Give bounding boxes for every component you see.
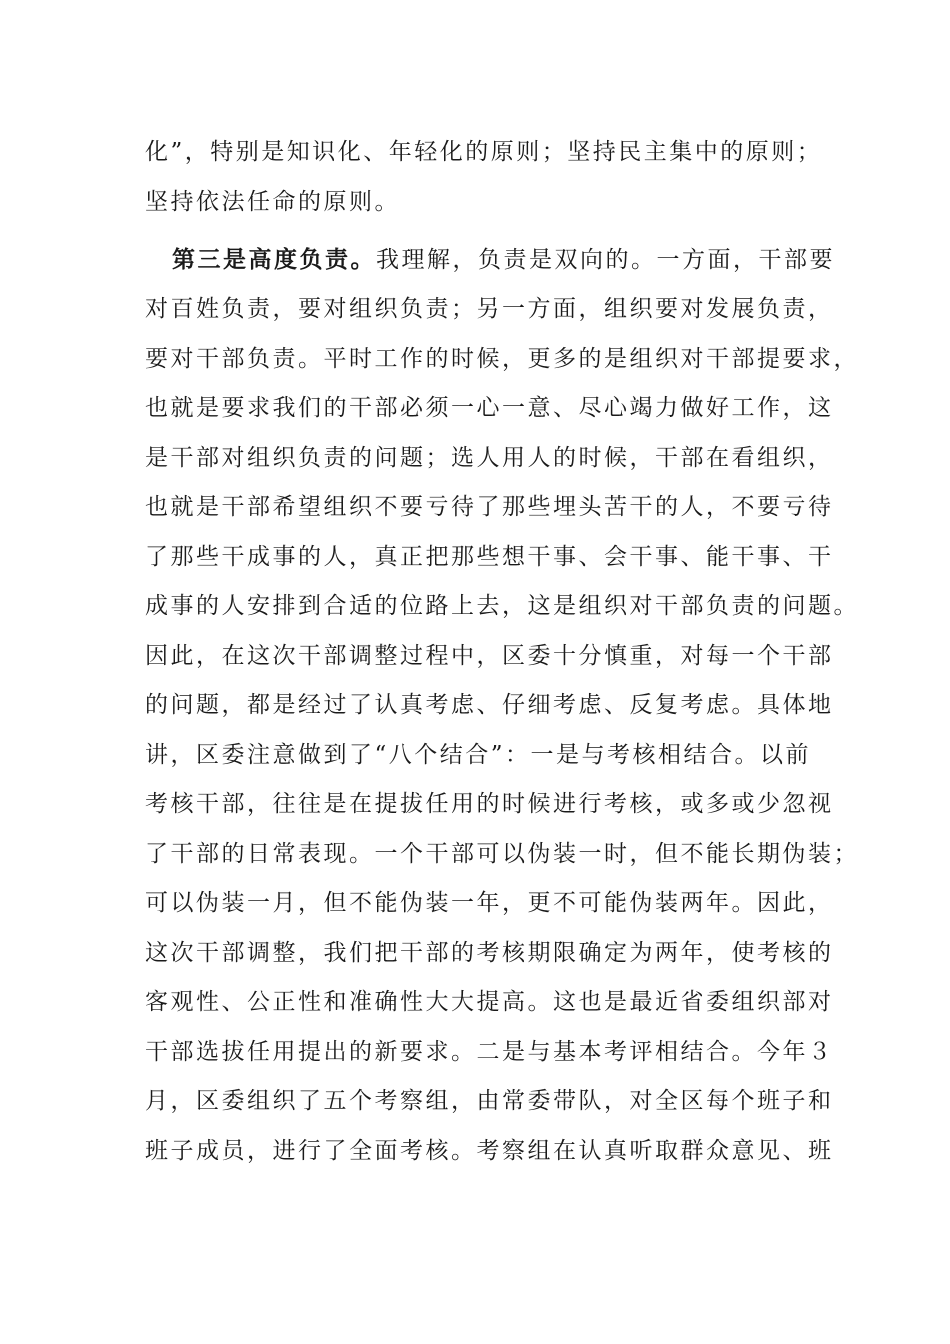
text-line-14: 考核干部，往往是在提拔任用的时候进行考核，或多或少忽视 <box>145 791 834 817</box>
text-line-16: 可以伪装一月，但不能伪装一年，更不可能伪装两年。因此， <box>145 890 834 916</box>
text-line-9: 了那些干成事的人，真正把那些想干事、会干事、能干事、干 <box>145 544 834 570</box>
text-line-12: 的问题，都是经过了认真考虑、仔细考虑、反复考虑。具体地 <box>145 692 834 718</box>
text-line-13: 讲，区委注意做到了“八个结合”：一是与考核相结合。以前 <box>145 742 812 768</box>
text-line-11: 因此，在这次干部调整过程中，区委十分慎重，对每一个干部 <box>145 643 834 669</box>
text-line-10: 成事的人安排到合适的位路上去，这是组织对干部负责的问题。 <box>145 593 859 619</box>
text-line-4: 对百姓负责，要对组织负责；另一方面，组织要对发展负责， <box>145 296 834 322</box>
text-line-21: 班子成员，进行了全面考核。考察组在认真听取群众意见、班 <box>145 1138 834 1164</box>
text-line-7: 是干部对组织负责的问题；选人用人的时候，干部在看组织， <box>145 445 834 471</box>
paragraph-heading-line <box>172 244 862 276</box>
text-line-17: 这次干部调整，我们把干部的考核期限确定为两年，使考核的 <box>145 940 834 966</box>
paragraph-heading-rest: 我理解，负责是双向的。一方面，干部要 <box>376 247 835 273</box>
text-line-20: 月，区委组织了五个考察组，由常委带队，对全区每个班子和 <box>145 1088 834 1114</box>
text-line-2: 坚持依法任命的原则。 <box>145 189 400 215</box>
text-line-1: 化”，特别是知识化、年轻化的原则；坚持民主集中的原则； <box>145 139 823 165</box>
paragraph-heading-bold: 第三是高度负责。 <box>172 247 376 273</box>
text-line-5: 要对干部负责。平时工作的时候，更多的是组织对干部提要求， <box>145 346 859 372</box>
text-line-6: 也就是要求我们的干部必须一心一意、尽心竭力做好工作，这 <box>145 395 834 421</box>
text-line-8: 也就是干部希望组织不要亏待了那些埋头苦干的人，不要亏待 <box>145 494 834 520</box>
text-line-18: 客观性、公正性和准确性大大提高。这也是最近省委组织部对 <box>145 989 834 1015</box>
text-line-19: 干部选拔任用提出的新要求。二是与基本考评相结合。今年３ <box>145 1039 834 1065</box>
text-line-15: 了干部的日常表现。一个干部可以伪装一时，但不能长期伪装； <box>145 841 859 867</box>
